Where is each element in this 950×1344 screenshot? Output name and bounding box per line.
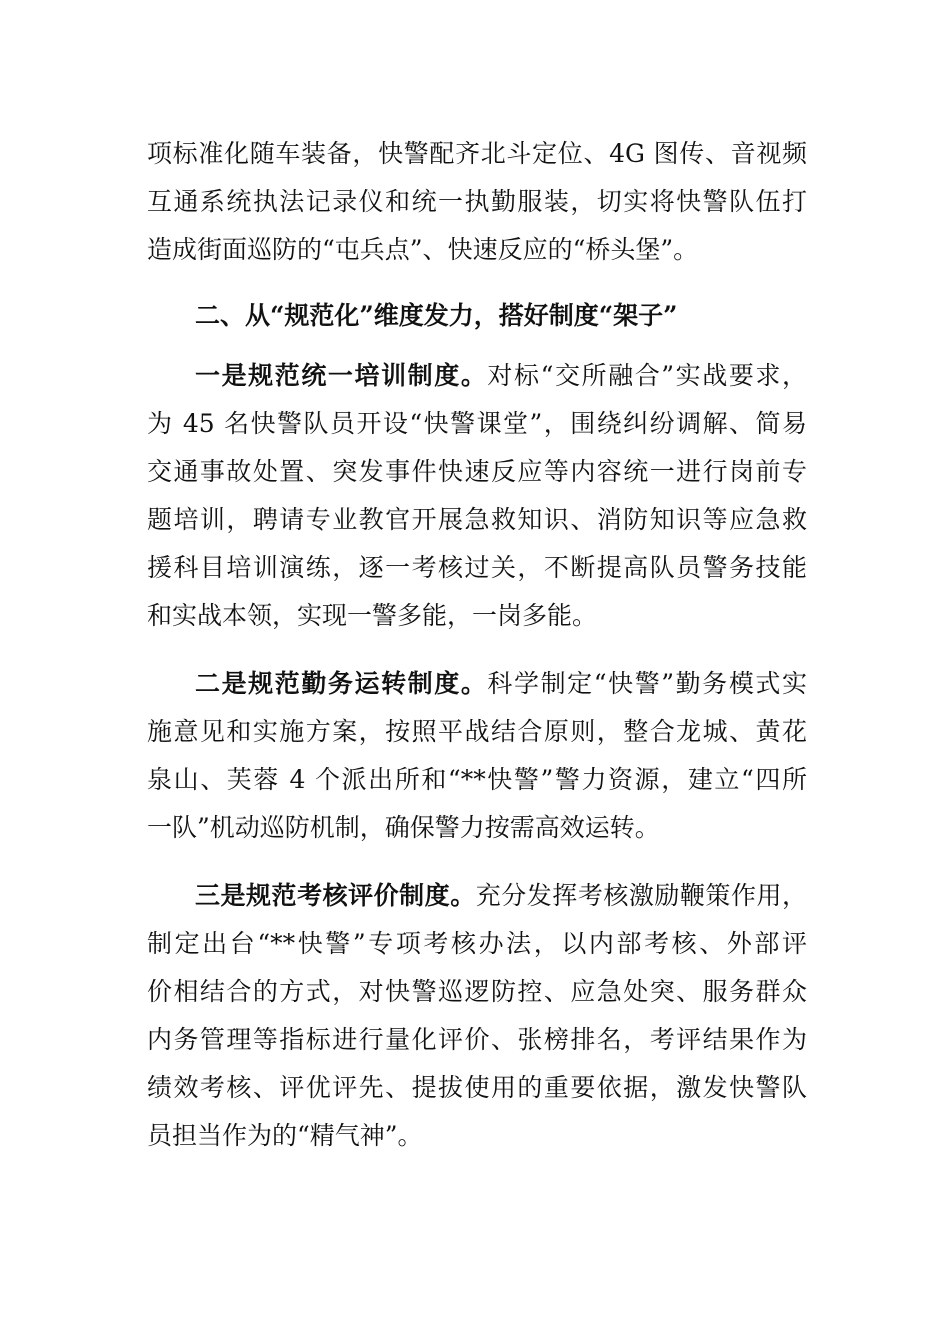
text-line: 制定出台“**快警”专项考核办法，以内部考核、外部评 — [147, 929, 807, 958]
text-line: 泉山、芙蓉 4 个派出所和“**快警”警力资源，建立“四所 — [147, 765, 807, 794]
paragraph-text: 充分发挥考核激励鞭策作用， — [475, 881, 807, 910]
paragraph-first-line — [147, 352, 807, 400]
text-line: 互通系统执法记录仪和统一执勤服装，切实将快警队伍打 — [147, 187, 807, 216]
paragraph-first-line — [147, 660, 807, 708]
paragraph-lead: 二是规范勤务运转制度。 — [195, 669, 488, 698]
text-line: 价相结合的方式，对快警巡逻防控、应急处突、服务群众 — [147, 977, 807, 1006]
text-line: 施意见和实施方案，按照平战结合原则，整合龙城、黄花 — [147, 717, 807, 746]
continuation-paragraph — [147, 130, 807, 274]
section-heading: 二、从“规范化”维度发力，搭好制度“架子” — [195, 301, 678, 330]
text-line: 绩效考核、评优评先、提拔使用的重要依据，激发快警队 — [147, 1073, 807, 1102]
text-line: 一队”机动巡防机制，确保警力按需高效运转。 — [147, 813, 660, 842]
text-line: 援科目培训演练，逐一考核过关，不断提高队员警务技能 — [147, 553, 807, 582]
paragraph-lead: 一是规范统一培训制度。 — [195, 361, 488, 390]
paragraph-training — [147, 352, 807, 640]
paragraph-text: 科学制定“快警”勤务模式实 — [487, 669, 807, 698]
text-line: 内务管理等指标进行量化评价、张榜排名，考评结果作为 — [147, 1025, 807, 1054]
text-line: 员担当作为的“精气神”。 — [147, 1121, 423, 1150]
paragraph-duty — [147, 660, 807, 852]
paragraph-text: 对标“交所融合”实战要求， — [487, 361, 807, 390]
text-line: 题培训，聘请专业教官开展急救知识、消防知识等应急救 — [147, 505, 807, 534]
text-line: 交通事故处置、突发事件快速反应等内容统一进行岗前专 — [147, 457, 807, 486]
paragraph-lead: 三是规范考核评价制度。 — [195, 881, 476, 910]
text-line: 和实战本领，实现一警多能，一岗多能。 — [147, 601, 598, 630]
paragraph-evaluation — [147, 872, 807, 1160]
text-line: 项标准化随车装备，快警配齐北斗定位、4G 图传、音视频 — [147, 139, 807, 168]
document-body — [147, 130, 807, 1160]
text-line: 造成街面巡防的“屯兵点”、快速反应的“桥头堡”。 — [147, 235, 699, 264]
paragraph-first-line — [147, 872, 807, 920]
text-line: 为 45 名快警队员开设“快警课堂”，围绕纠纷调解、简易 — [147, 409, 807, 438]
